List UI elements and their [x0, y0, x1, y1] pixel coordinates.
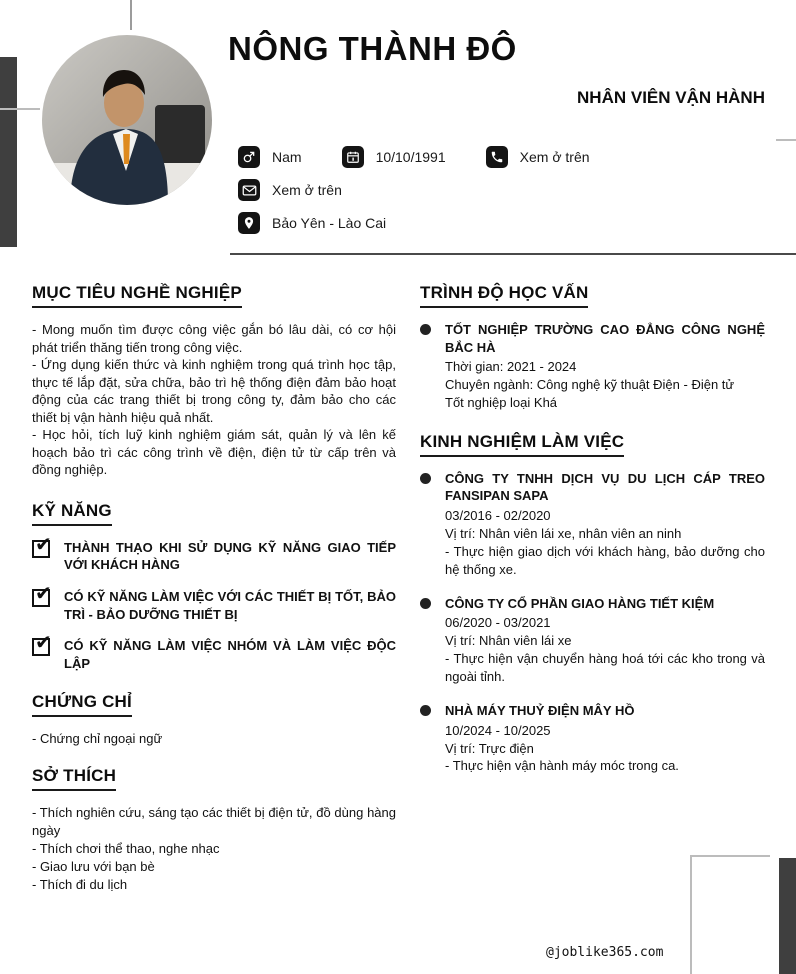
bullet-icon — [420, 705, 431, 716]
certificate-item: - Chứng chỉ ngoại ngữ — [32, 731, 163, 747]
right-column — [420, 283, 765, 914]
education-title: TỐT NGHIỆP TRƯỜNG CAO ĐẲNG CÔNG NGHỆ BẮC HÀ — [445, 322, 765, 355]
experience-detail: - Thực hiện vận chuyển hàng hoá tới các kho trong và ngoài tỉnh. — [445, 651, 765, 685]
section-skills — [32, 501, 396, 672]
experience-detail: Vị trí: Nhân viên lái xe — [445, 633, 572, 649]
hobby-item: - Giao lưu với bạn bè — [32, 858, 155, 874]
bullet-icon — [420, 324, 431, 335]
certificates-heading: CHỨNG CHỈ — [32, 692, 396, 717]
education-heading: TRÌNH ĐỘ HỌC VẤN — [420, 283, 765, 308]
experience-entry — [420, 470, 765, 579]
section-education — [420, 283, 765, 412]
section-hobbies — [32, 766, 396, 894]
contact-address — [238, 212, 386, 234]
contact-phone — [486, 146, 590, 168]
contact-gender-value: Nam — [272, 149, 302, 165]
objective-paragraph: - Học hỏi, tích luỹ kinh nghiệm giám sát, quản lý và lên kế hoạch bảo trì các công trình về điện, điện tử từ cấp trên và đồng nghiệp. — [32, 427, 396, 478]
decorative-bar-left — [0, 57, 17, 247]
company-name: CÔNG TY CỔ PHẦN GIAO HÀNG TIẾT KIỆM — [445, 595, 715, 611]
company-name: NHÀ MÁY THUỶ ĐIỆN MÂY HỒ — [445, 703, 635, 719]
education-detail: Chuyên ngành: Công nghệ kỹ thuật Điện - Điện tử — [445, 377, 735, 393]
skill-item — [32, 630, 396, 672]
contact-email — [238, 179, 342, 201]
experience-detail: 10/2024 - 10/2025 — [445, 722, 551, 738]
checkbox-icon: ✔ — [32, 589, 50, 607]
section-certificates — [32, 692, 396, 748]
education-detail: Tốt nghiệp loại Khá — [445, 394, 558, 410]
objective-paragraph: - Ứng dụng kiến thức và kinh nghiệm trong quá trình học tập, thực tế lắp đặt, sửa chữa, bảo trì hệ thống điện đảm bảo hoạt động của các trang thiết bị trong công ty, đảm bảo cho các thiết bị vận hành hiệu quả nhất. — [32, 357, 396, 425]
hobby-item: - Thích chơi thể thao, nghe nhạc — [32, 841, 220, 857]
location-icon — [238, 212, 260, 234]
candidate-name: NÔNG THÀNH ĐÔ — [228, 30, 517, 67]
decorative-line-right — [776, 139, 796, 141]
header-divider — [230, 253, 796, 255]
profile-photo — [42, 35, 212, 205]
skill-item — [32, 531, 396, 574]
contact-info — [238, 146, 778, 245]
education-detail: Thời gian: 2021 - 2024 — [445, 359, 577, 375]
experience-detail: 06/2020 - 03/2021 — [445, 615, 551, 631]
contact-email-value: Xem ở trên — [272, 182, 342, 198]
experience-detail: - Thực hiện giao dịch với khách hàng, bảo dưỡng cho hệ thống xe. — [445, 543, 765, 577]
skills-heading: KỸ NĂNG — [32, 501, 396, 526]
contact-dob-value: 10/10/1991 — [375, 149, 446, 165]
experience-entry — [420, 595, 765, 686]
contact-dob — [342, 146, 446, 168]
decorative-bar-bottom-right — [779, 858, 796, 974]
decorative-line-left — [0, 108, 40, 110]
experience-detail: Vị trí: Nhân viên lái xe, nhân viên an ninh — [445, 525, 682, 541]
watermark: @joblike365.com — [546, 945, 664, 960]
decorative-line-top — [130, 0, 132, 30]
hobby-item: - Thích đi du lịch — [32, 876, 128, 892]
phone-icon — [486, 146, 508, 168]
section-experience — [420, 432, 765, 776]
experience-entry — [420, 702, 765, 775]
experience-detail: Vị trí: Trực điện — [445, 740, 534, 756]
section-objective — [32, 283, 396, 479]
hobby-item: - Thích nghiên cứu, sáng tạo các thiết bị điện tử, đồ dùng hàng ngày — [32, 805, 396, 839]
hobbies-heading: SỞ THÍCH — [32, 766, 396, 791]
checkbox-icon: ✔ — [32, 638, 50, 656]
objective-paragraph: - Mong muốn tìm được công việc gắn bó lâu dài, có cơ hội phát triển thăng tiến trong công việc. — [32, 322, 396, 355]
skill-label: CÓ KỸ NĂNG LÀM VIỆC NHÓM VÀ LÀM VIỆC ĐỘC LẬP — [64, 638, 396, 671]
skill-label: THÀNH THẠO KHI SỬ DỤNG KỸ NĂNG GIAO TIẾP VỚI KHÁCH HÀNG — [64, 539, 396, 573]
experience-heading: KINH NGHIỆM LÀM VIỆC — [420, 432, 765, 457]
email-icon — [238, 179, 260, 201]
contact-gender — [238, 146, 302, 168]
objective-heading: MỤC TIÊU NGHỀ NGHIỆP — [32, 283, 396, 308]
bullet-icon — [420, 473, 431, 484]
resume-body — [32, 283, 765, 914]
experience-detail: - Thực hiện vận hành máy móc trong ca. — [445, 758, 679, 774]
skill-item — [32, 581, 396, 623]
gender-icon — [238, 146, 260, 168]
skill-label: CÓ KỸ NĂNG LÀM VIỆC VỚI CÁC THIẾT BỊ TỐT, BẢO TRÌ - BẢO DƯỠNG THIẾT BỊ — [64, 589, 396, 622]
education-entry — [420, 321, 765, 412]
experience-detail: 03/2016 - 02/2020 — [445, 508, 551, 523]
company-name: CÔNG TY TNHH DỊCH VỤ DU LỊCH CÁP TREO FANSIPAN SAPA — [445, 470, 765, 504]
checkbox-icon: ✔ — [32, 540, 50, 558]
contact-phone-value: Xem ở trên — [519, 149, 590, 165]
calendar-icon — [342, 146, 364, 168]
bullet-icon — [420, 598, 431, 609]
left-column — [32, 283, 396, 914]
contact-address-value: Bảo Yên - Lào Cai — [272, 215, 387, 231]
job-title: NHÂN VIÊN VẬN HÀNH — [577, 88, 765, 107]
